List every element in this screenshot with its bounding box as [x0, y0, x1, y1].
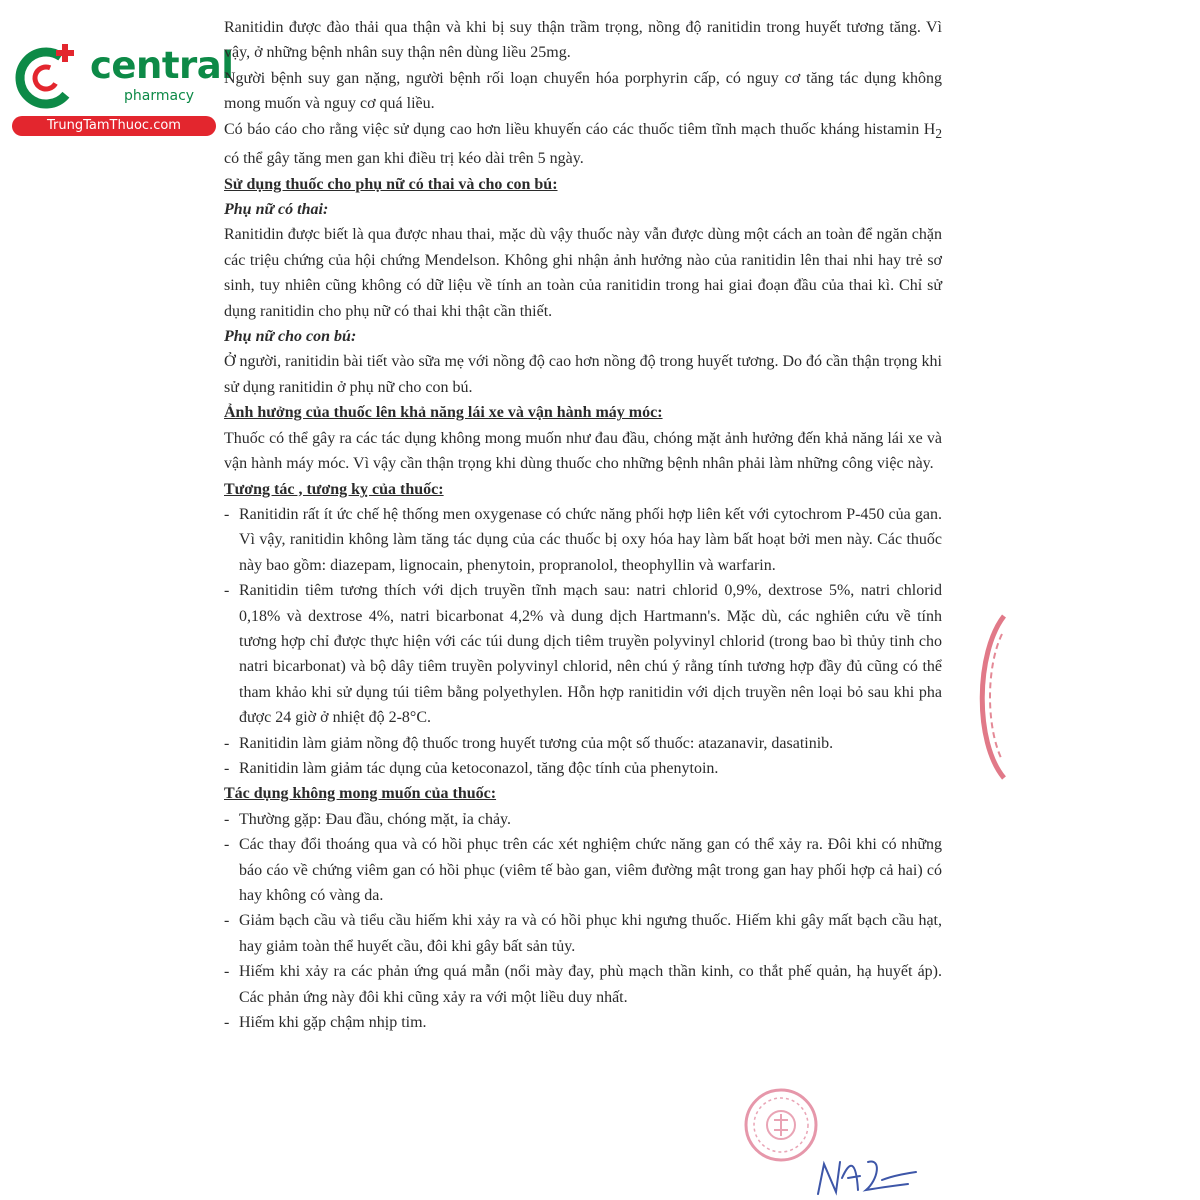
list-item — [224, 908, 942, 959]
bullet-dash: - — [224, 912, 230, 930]
list-item-text: Ranitidin làm giảm tác dụng của ketoconazol, tăng độc tính của phenytoin. — [239, 759, 719, 777]
bullet-dash: - — [224, 505, 230, 523]
partial-stamp-icon — [968, 612, 1008, 782]
h2-subscript: 2 — [935, 125, 942, 141]
list-item-text: Ranitidin làm giảm nồng độ thuốc trong huyết tương của một số thuốc: atazanavir, dasatinib. — [239, 734, 834, 752]
heading-pregnancy: Sử dụng thuốc cho phụ nữ có thai và cho con bú: — [224, 175, 558, 193]
pharmacy-logo-icon — [12, 40, 84, 112]
paragraph-iv-liver-a: Có báo cáo cho rằng việc sử dụng cao hơn liều khuyến cáo các thuốc tiêm tĩnh mạch thuốc kháng histamin H — [224, 120, 936, 138]
subheading-pregnant: Phụ nữ có thai: — [224, 201, 329, 219]
heading-interactions: Tương tác , tương kỵ của thuốc: — [224, 480, 444, 498]
bullet-dash: - — [224, 759, 230, 777]
bullet-dash: - — [224, 582, 230, 600]
seal-stamp-icon — [742, 1086, 820, 1164]
bullet-dash: - — [224, 810, 230, 828]
central-pharmacy-logo — [8, 36, 234, 141]
logo-site-url: TrungTamThuoc.com — [12, 116, 216, 136]
list-item-text: Ranitidin tiêm tương thích với dịch truyền tĩnh mạch sau: natri chlorid 0,9%, dextrose 5%, natri chlorid 0,18% và dextrose 4%, natri bicarbonat 4,2% và dung dịch Hartmann's. Mặc dù, các nghiên cứu về tính tương hợp chỉ được thực hiện với các túi dung dịch tiêm truyền polyvinyl chlorid (trong bao bì thủy tinh cho natri bicarbonat) và bộ dây tiêm truyền polyvinyl chlorid, nên chú ý rằng tính tương hợp đầy đủ cũng có thể tham khảo khi sử dụng túi tiêm bằng polyethylen. Hỗn hợp ranitidin với dịch truyền nên loại bỏ sau khi pha được 24 giờ ở nhiệt độ 2-8°C. — [239, 582, 942, 727]
list-item — [224, 502, 942, 578]
list-item-text: Ranitidin rất ít ức chế hệ thống men oxygenase có chức năng phối hợp liên kết với cytochrom P-450 của gan. Vì vậy, ranitidin không làm tăng tác dụng của các thuốc bị oxy hóa hay làm bất hoạt bởi men này. Các thuốc này bao gồm: diazepam, lignocain, phenytoin, propranolol, theophyllin và warfarin. — [239, 505, 942, 574]
list-item — [224, 578, 942, 730]
list-item-text: Hiếm khi gặp chậm nhịp tim. — [239, 1014, 427, 1032]
paragraph-pregnant: Ranitidin được biết là qua được nhau thai, mặc dù vậy thuốc này vẫn được dùng một cách an toàn để ngăn chặn các triệu chứng của hội chứng Mendelson. Không ghi nhận ảnh hưởng nào của ranitidin lên thai nhi hay trẻ sơ sinh, tuy nhiên cũng không có dữ liệu về tính an toàn của ranitidin trong hai giai đoạn đầu của thai kì. Chỉ sử dụng ranitidin cho phụ nữ có thai khi thật cần thiết. — [224, 226, 942, 320]
subheading-breastfeeding: Phụ nữ cho con bú: — [224, 328, 357, 346]
paragraph-iv-liver-b: có thể gây tăng men gan khi điều trị kéo dài trên 5 ngày. — [224, 150, 584, 168]
logo-tagline: pharmacy — [124, 88, 195, 104]
paragraph-driving: Thuốc có thể gây ra các tác dụng không mong muốn như đau đầu, chóng mặt ảnh hưởng đến khả năng lái xe và vận hành máy móc. Vì vậy cần thận trọng khi dùng thuốc cho những bệnh nhân phải làm những công việc này. — [224, 429, 942, 473]
list-item — [224, 959, 942, 1010]
heading-adverse-effects: Tác dụng không mong muốn của thuốc: — [224, 785, 497, 803]
bullet-dash: - — [224, 963, 230, 981]
list-item — [224, 832, 942, 908]
signature-icon — [812, 1150, 922, 1200]
paragraph-iv-liver — [224, 117, 942, 172]
heading-driving: Ảnh hưởng của thuốc lên khả năng lái xe và vận hành máy móc: — [224, 404, 663, 422]
list-item — [224, 731, 942, 756]
list-item-text: Thường gặp: Đau đầu, chóng mặt, ỉa chảy. — [239, 810, 512, 828]
document-page — [224, 15, 942, 1035]
list-item — [224, 807, 942, 832]
bullet-dash: - — [224, 836, 230, 854]
logo-brand: central — [90, 44, 234, 87]
paragraph-renal: Ranitidin được đào thải qua thận và khi bị suy thận trầm trọng, nồng độ ranitidin trong huyết tương tăng. Vì vậy, ở những bệnh nhân suy thận nên dùng liều 25mg. — [224, 19, 942, 62]
paragraph-breastfeeding: Ở người, ranitidin bài tiết vào sữa mẹ với nồng độ cao hơn nồng độ trong huyết tương. Do đó cần thận trọng khi sử dụng ranitidin ở phụ nữ cho con bú. — [224, 353, 942, 396]
list-item — [224, 1010, 942, 1035]
bullet-dash: - — [224, 734, 230, 752]
list-item — [224, 756, 942, 781]
paragraph-hepatic: Người bệnh suy gan nặng, người bệnh rối loạn chuyển hóa porphyrin cấp, có nguy cơ tăng tác dụng không mong muốn và nguy cơ quá liều. — [224, 69, 942, 113]
list-item-text: Các thay đổi thoáng qua và có hồi phục trên các xét nghiệm chức năng gan có thể xảy ra. Đôi khi có những báo cáo về chứng viêm gan có hồi phục (viêm tế bào gan, viêm đường mật trong gan hay phối hợp cả hai) có hay không có vàng da. — [239, 836, 942, 904]
list-item-text: Hiếm khi xảy ra các phản ứng quá mẫn (nổi mày đay, phù mạch thần kinh, co thắt phế quản, hạ huyết áp). Các phản ứng này đôi khi cũng xảy ra với một liều duy nhất. — [239, 963, 942, 1006]
list-item-text: Giảm bạch cầu và tiểu cầu hiếm khi xảy ra và có hồi phục khi ngưng thuốc. Hiếm khi gây mất bạch cầu hạt, hay giảm toàn thể huyết cầu, đôi khi gây bất sản tủy. — [239, 912, 942, 955]
bullet-dash: - — [224, 1014, 230, 1032]
